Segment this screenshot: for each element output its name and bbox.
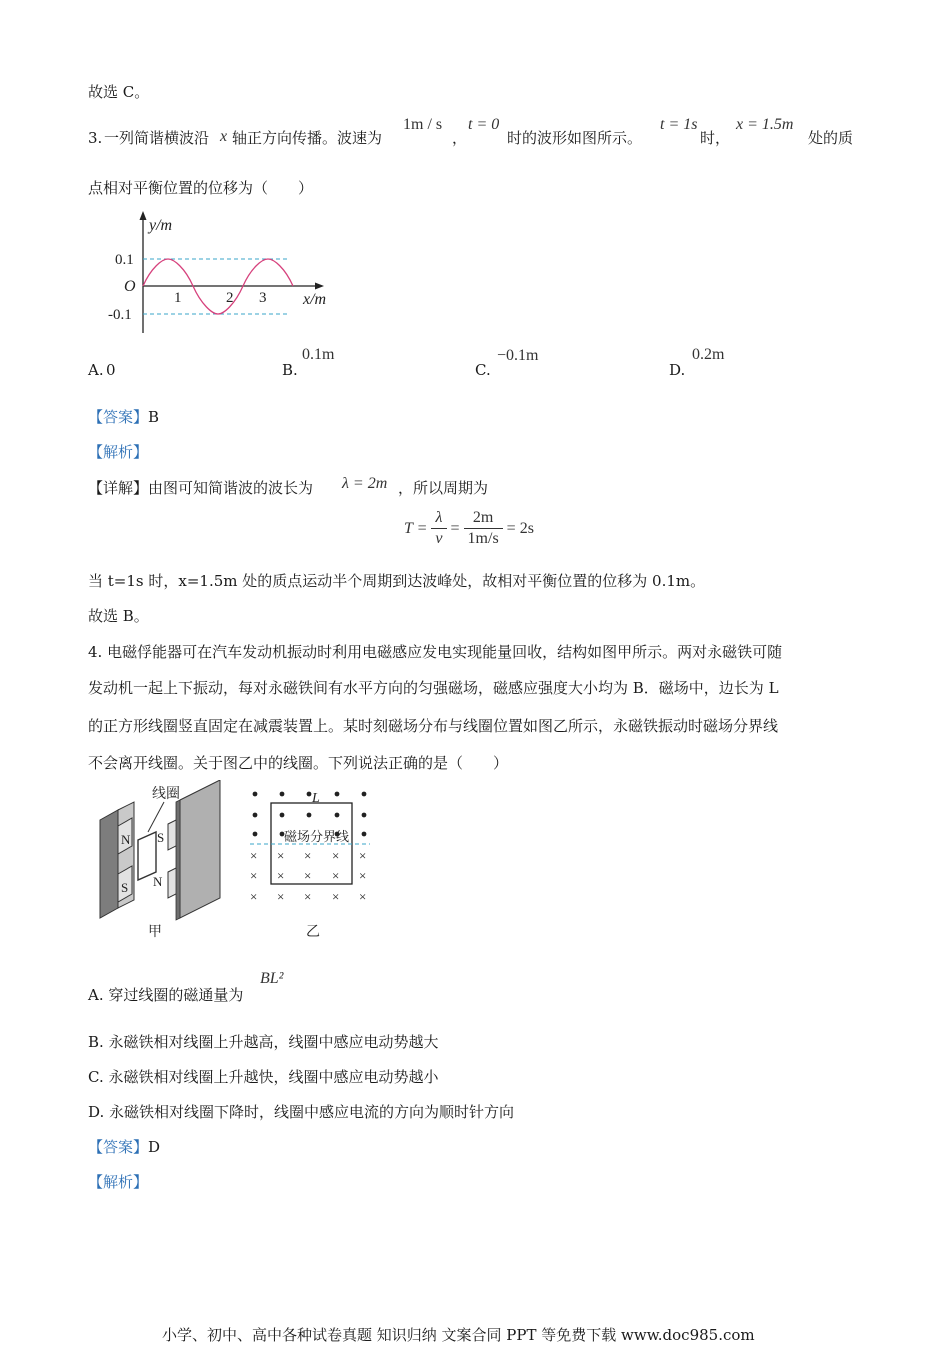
label-s1: S bbox=[157, 830, 165, 845]
caption-jia: 甲 bbox=[148, 925, 162, 940]
right-plate bbox=[180, 780, 220, 918]
q4-line1-text: 电磁俘能器可在汽车发动机振动时利用电磁感应发电实现能量回收，结构如图甲所示。两对永磁铁可随 bbox=[107, 643, 783, 661]
label-n1: N bbox=[121, 832, 131, 847]
coil bbox=[138, 832, 156, 880]
crosses-field bbox=[250, 848, 366, 904]
x-axis-label: x/m bbox=[303, 291, 327, 308]
y-axis-label: y/m bbox=[149, 217, 173, 234]
boundary-label: 磁场分界线 bbox=[284, 829, 350, 844]
q3-option-d-label: D. bbox=[669, 361, 686, 379]
svg-text:×: × bbox=[332, 848, 340, 863]
q3-answer-line bbox=[88, 407, 159, 427]
q4-answer: D bbox=[148, 1138, 161, 1156]
svg-text:×: × bbox=[304, 848, 312, 863]
formula-lhs: T = bbox=[404, 519, 428, 537]
q3-line2: 点相对平衡位置的位移为（ ） bbox=[88, 179, 314, 197]
q4-line3: 的正方形线圈竖直固定在减震装置上。某时刻磁场分布与线圈位置如图乙所示，永磁铁振动时磁场分界线 bbox=[88, 717, 779, 735]
q3-option-c-value: −0.1m bbox=[497, 347, 539, 364]
x-axis-arrow bbox=[315, 283, 324, 290]
q4-option-a-formula: BL² bbox=[260, 970, 284, 987]
wave-figure bbox=[100, 208, 350, 338]
q3-detail-b: ，所以周期为 bbox=[398, 479, 489, 497]
q3-option-c-label: C. bbox=[475, 361, 491, 379]
svg-text:×: × bbox=[250, 848, 258, 863]
svg-text:×: × bbox=[332, 868, 340, 883]
q3-option-b-label: B. bbox=[282, 361, 298, 379]
right-plate-edge bbox=[176, 800, 180, 920]
svg-text:×: × bbox=[250, 889, 258, 904]
q3-x-pos: x = 1.5m bbox=[736, 116, 794, 133]
figure-jia bbox=[96, 780, 236, 945]
origin-label: O bbox=[124, 278, 136, 295]
formula-frac1 bbox=[431, 508, 446, 549]
q4-option-c: C. 永磁铁相对线圈上升越快，线圈中感应电动势越小 bbox=[88, 1068, 439, 1086]
svg-text:×: × bbox=[277, 889, 285, 904]
q3-option-a-value: 0 bbox=[106, 361, 116, 379]
q3-number: 3. bbox=[88, 129, 103, 147]
formula-num1: λ bbox=[431, 508, 446, 529]
q3-period-formula bbox=[404, 508, 534, 549]
svg-text:×: × bbox=[304, 889, 312, 904]
formula-den2: 1m/s bbox=[467, 530, 499, 547]
coil-pointer bbox=[148, 802, 164, 832]
q3-var-x: x bbox=[220, 128, 228, 145]
q3-analysis-tag: 【解析】 bbox=[88, 443, 149, 461]
side-label: L bbox=[312, 791, 320, 806]
q4-option-b: B. 永磁铁相对线圈上升越高，线圈中感应电动势越大 bbox=[88, 1033, 439, 1051]
label-s2: S bbox=[121, 880, 129, 895]
q4-answer-tag: 【答案】 bbox=[88, 1138, 149, 1156]
formula-num2: 2m bbox=[464, 508, 503, 529]
q3-explain: 当 t=1s 时，x=1.5m 处的质点运动半个周期到达波峰处，故相对平衡位置的位移为 0.1m。 bbox=[88, 572, 706, 590]
q4-option-d: D. 永磁铁相对线圈下降时，线圈中感应电流的方向为顺时针方向 bbox=[88, 1103, 515, 1121]
caption-yi: 乙 bbox=[306, 925, 320, 940]
left-plate-side bbox=[100, 810, 118, 918]
y-tick-top: 0.1 bbox=[115, 252, 134, 268]
label-n2: N bbox=[153, 874, 163, 889]
q4-line4: 不会离开线圈。关于图乙中的线圈。下列说法正确的是（ ） bbox=[88, 754, 509, 772]
q4-line1 bbox=[88, 642, 782, 662]
q3-text-d: 时， bbox=[700, 129, 731, 147]
q3-text-e: 处的质 bbox=[808, 129, 854, 147]
q3-detail-line bbox=[88, 478, 313, 498]
q3-text-a: 一列简谐横波沿 bbox=[104, 129, 210, 147]
q3-conclusion: 故选 B。 bbox=[88, 607, 149, 625]
svg-text:×: × bbox=[359, 889, 367, 904]
formula-frac2 bbox=[464, 508, 503, 549]
q3-speed: 1m / s bbox=[403, 116, 443, 133]
q3-option-b-value: 0.1m bbox=[302, 346, 335, 363]
svg-text:×: × bbox=[277, 868, 285, 883]
coil-label: 线圈 bbox=[152, 787, 180, 802]
y-axis-arrow bbox=[140, 211, 147, 220]
x-tick-2: 2 bbox=[226, 290, 234, 306]
svg-text:×: × bbox=[332, 889, 340, 904]
svg-text:×: × bbox=[359, 868, 367, 883]
svg-text:×: × bbox=[304, 868, 312, 883]
q3-detail-a: 由图可知简谐波的波长为 bbox=[148, 479, 314, 497]
q3-text-c: 时的波形如图所示。 bbox=[507, 129, 643, 147]
svg-text:×: × bbox=[277, 848, 285, 863]
q3-text-b: 轴正方向传播。波速为 bbox=[232, 129, 383, 147]
q3-comma1: ， bbox=[452, 129, 468, 147]
svg-text:×: × bbox=[250, 868, 258, 883]
q3-detail-tag: 【详解】 bbox=[88, 479, 149, 497]
formula-rhs: = 2s bbox=[506, 519, 534, 537]
q4-answer-line bbox=[88, 1137, 160, 1157]
footer-text: 小学、初中、高中各种试卷真题 知识归纳 文案合同 PPT 等免费下载 www.doc985.com bbox=[162, 1326, 755, 1344]
svg-text:×: × bbox=[359, 848, 367, 863]
prev-conclusion: 故选 C。 bbox=[88, 83, 150, 101]
figure-yi bbox=[244, 780, 384, 945]
q3-answer-tag: 【答案】 bbox=[88, 408, 149, 426]
q3-option-a-label: A. bbox=[88, 361, 104, 379]
formula-den1: v bbox=[435, 530, 443, 547]
q4-line2: 发动机一起上下振动，每对永磁铁间有水平方向的匀强磁场，磁感应强度大小均为 B．磁场中，边长为 L bbox=[88, 679, 779, 697]
y-tick-bottom: -0.1 bbox=[108, 307, 132, 323]
q3-option-d-value: 0.2m bbox=[692, 346, 725, 363]
q4-analysis-tag: 【解析】 bbox=[88, 1173, 149, 1191]
q4-number: 4. bbox=[88, 643, 103, 661]
q4-option-a: A. 穿过线圈的磁通量为 bbox=[88, 986, 244, 1004]
q3-answer: B bbox=[148, 408, 160, 426]
formula-eq: = bbox=[450, 519, 460, 537]
q3-lambda-eq: λ = 2m bbox=[342, 475, 388, 492]
x-tick-3: 3 bbox=[259, 290, 267, 306]
q3-t1: t = 1s bbox=[660, 116, 698, 133]
q3-t0: t = 0 bbox=[468, 116, 500, 133]
x-tick-1: 1 bbox=[174, 290, 182, 306]
